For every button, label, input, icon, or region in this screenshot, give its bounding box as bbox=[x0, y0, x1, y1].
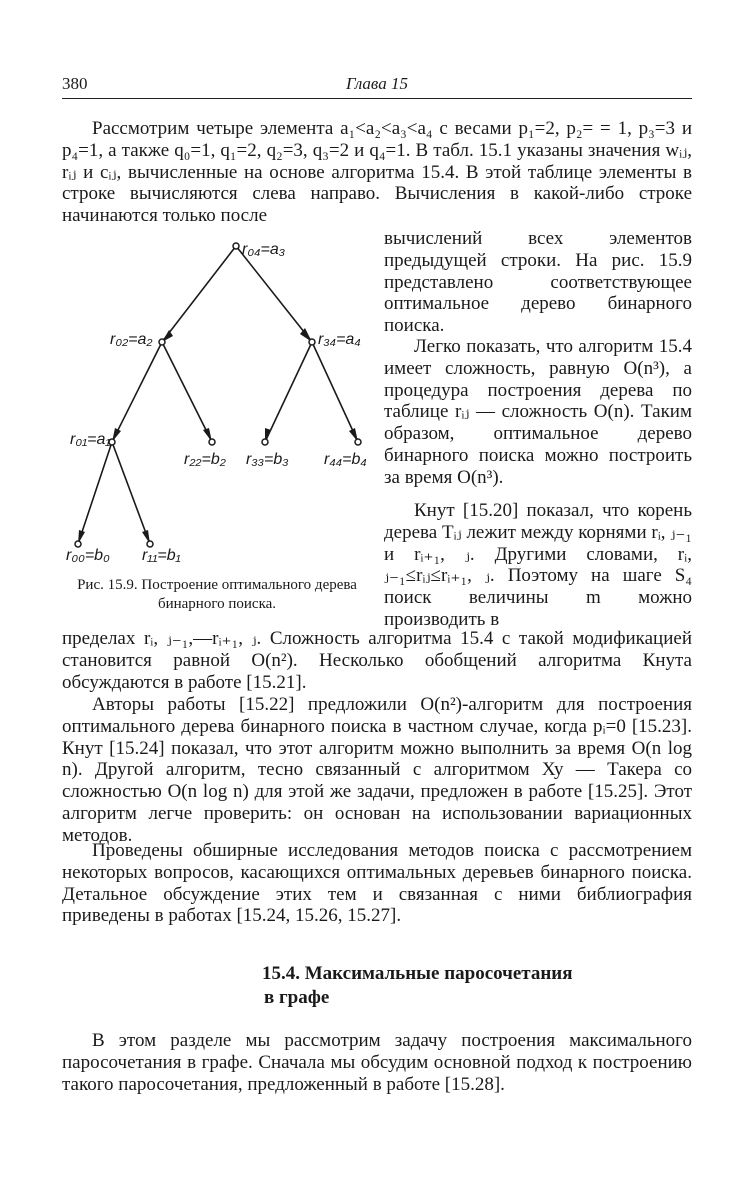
edge-34-33 bbox=[265, 342, 312, 442]
binary-tree-diagram bbox=[62, 232, 382, 572]
label-34: r₃₄=a₄ bbox=[318, 331, 361, 348]
paragraph-3-continued: пределах rᵢ, ⱼ₋₁,—rᵢ₊₁, ⱼ. Сложность алгоритма 15.4 с такой модификацией становится равной O(n²). Несколько обобщений алгоритма Кнута обсуждаются в работе [15.21]. bbox=[62, 628, 692, 693]
page-number: 380 bbox=[62, 74, 88, 93]
node-02 bbox=[159, 339, 165, 345]
label-02: r₀₂=a₂ bbox=[110, 331, 153, 348]
chapter-title: Глава 15 bbox=[346, 74, 408, 93]
node-34 bbox=[309, 339, 315, 345]
edge-02-22 bbox=[162, 342, 212, 442]
edge-02-01 bbox=[112, 342, 162, 442]
label-04: r₀₄=a₃ bbox=[242, 241, 286, 258]
label-44: r₄₄=b₄ bbox=[324, 451, 367, 468]
paragraph-3: Кнут [15.20] показал, что корень дерева Tᵢⱼ лежит между корнями rᵢ, ⱼ₋₁ и rᵢ₊₁, ⱼ. Другими словами, rᵢ, ⱼ₋₁≤rᵢⱼ≤rᵢ₊₁, ⱼ. Поэтому на шаге S₄ поиск величины m можно производить в bbox=[384, 500, 692, 630]
paragraph-1-continued: вычислений всех элементов предыдущей строки. На рис. 15.9 представлено соответствующее оптимальное дерево бинарного поиска. bbox=[384, 228, 692, 337]
edge-04-34 bbox=[236, 246, 312, 342]
section-heading-line-2: в графе bbox=[264, 987, 330, 1008]
paragraph-5: Проведены обширные исследования методов поиска с рассмотрением некоторых вопросов, касающихся оптимальных деревьев бинарного поиска. Детальное обсуждение этих тем и связанная с ними библиография приведены в работах [15.24, 15.26, 15.27]. bbox=[62, 840, 692, 927]
label-11: r₁₁=b₁ bbox=[142, 547, 181, 564]
section-heading-line-1: 15.4. Максимальные паросочетания bbox=[262, 963, 573, 984]
edge-01-00 bbox=[78, 442, 112, 544]
page-header bbox=[62, 72, 692, 99]
node-22 bbox=[209, 439, 215, 445]
node-04 bbox=[233, 243, 239, 249]
paragraph-6: В этом разделе мы рассмотрим задачу построения максимального паросочетания в графе. Сначала мы обсудим основной подход к построению такого паросочетания, предложенный в работе [15.28]. bbox=[62, 1030, 692, 1095]
paragraph-2: Легко показать, что алгоритм 15.4 имеет сложность, равную O(n³), а процедура построения дерева по таблице rᵢⱼ — сложность O(n). Таким образом, оптимальное дерево бинарного поиска можно построить за время O(n³). bbox=[384, 336, 692, 488]
figure-15-9 bbox=[62, 232, 382, 572]
label-00: r₀₀=b₀ bbox=[66, 547, 110, 564]
paragraph-4: Авторы работы [15.22] предложили O(n²)-алгоритм для построения оптимального дерева бинарного поиска в частном случае, когда pᵢ=0 [15.23]. Кнут [15.24] показал, что этот алгоритм можно выполнить за время O(n log n). Другой алгоритм, тесно связанный с алгоритмом Ху — Такера со сложностью O(n log n) для этой же задачи, предложен в работе [15.25]. Этот алгоритм легче проверить: он основан на использовании вариационных методов. bbox=[62, 694, 692, 846]
node-44 bbox=[355, 439, 361, 445]
paragraph-1: Рассмотрим четыре элемента a₁<a₂<a₃<a₄ с весами p₁=2, p₂= = 1, p₃=3 и p₄=1, а также q₀=1, q₁=2, q₂=3, q₃=2 и q₄=1. В табл. 15.1 указаны значения wᵢⱼ, rᵢⱼ и cᵢⱼ, вычисленные на основе алгоритма 15.4. В этой таблице элементы в строке вычисляются слева направо. Вычисления в какой-либо строке начинаются только после bbox=[62, 118, 692, 227]
section-heading bbox=[262, 962, 682, 1010]
node-33 bbox=[262, 439, 268, 445]
edge-01-11 bbox=[112, 442, 150, 544]
edge-04-02 bbox=[162, 246, 236, 342]
label-33: r₃₃=b₃ bbox=[246, 451, 289, 468]
label-01: r₀₁=a₁ bbox=[70, 431, 111, 448]
label-22: r₂₂=b₂ bbox=[184, 451, 226, 468]
figure-caption: Рис. 15.9. Построение оптимального дерева бинарного поиска. bbox=[77, 577, 357, 612]
edge-34-44 bbox=[312, 342, 358, 442]
